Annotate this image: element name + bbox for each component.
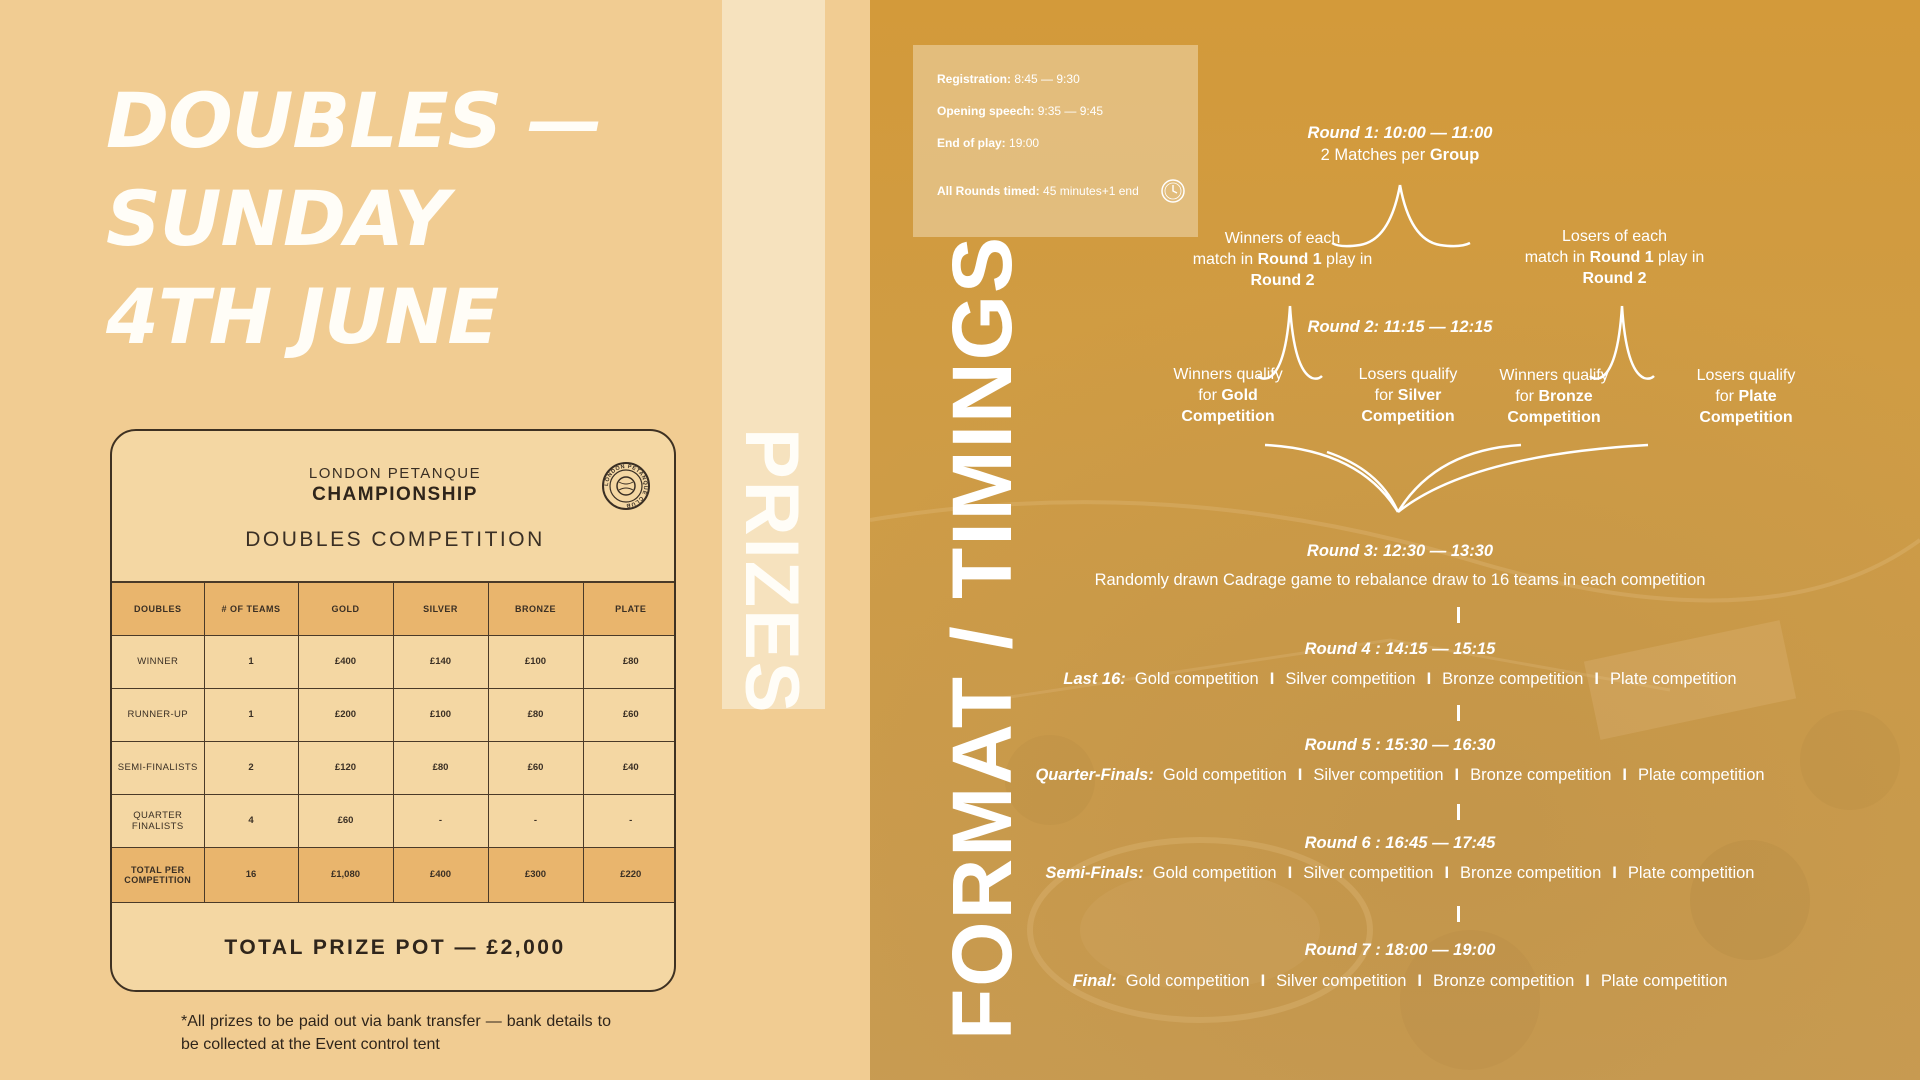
total-prize-pot: TOTAL PRIZE POT — £2,000 xyxy=(224,936,566,959)
table-cell: £60 xyxy=(488,741,583,794)
table-cell: £300 xyxy=(488,847,583,902)
table-header-row xyxy=(112,582,676,635)
flow-divider xyxy=(1457,906,1460,922)
table-total-row xyxy=(112,847,676,902)
header-silver: SILVER xyxy=(393,582,488,635)
title-line-2: SUNDAY xyxy=(106,174,449,263)
table-cell: 1 xyxy=(204,688,298,741)
title-line-3: 4TH JUNE xyxy=(106,272,499,361)
table-cell: £80 xyxy=(393,741,488,794)
round5-competitions: Quarter-Finals: Gold competition I Silver competition I Bronze competition I Plate competition xyxy=(1035,766,1765,784)
table-cell: - xyxy=(583,794,676,847)
header-doubles: DOUBLES xyxy=(112,582,204,635)
table-cell: 1 xyxy=(204,635,298,688)
round4-title: Round 4 : 14:15 — 15:15 xyxy=(1304,640,1496,658)
round2-title: Round 2: 11:15 — 12:15 xyxy=(1307,318,1493,336)
round5-title: Round 5 : 15:30 — 16:30 xyxy=(1304,736,1496,754)
flow-divider xyxy=(1457,705,1460,721)
table-row xyxy=(112,794,676,847)
org-name-main: CHAMPIONSHIP xyxy=(312,484,478,505)
round3-description: Randomly drawn Cadrage game to rebalance draw to 16 teams in each competition xyxy=(1094,571,1706,589)
round3-title: Round 3: 12:30 — 13:30 xyxy=(1306,542,1494,560)
table-cell: 16 xyxy=(204,847,298,902)
merge-connector xyxy=(1265,445,1648,512)
table-cell: £80 xyxy=(488,688,583,741)
round1-title: Round 1: 10:00 — 11:00 xyxy=(1307,124,1493,142)
header-bronze: BRONZE xyxy=(488,582,583,635)
round4-competitions: Last 16: Gold competition I Silver competition I Bronze competition I Plate competition xyxy=(1063,670,1737,688)
prize-footnote: *All prizes to be paid out via bank transfer — bank details to be collected at the Event control tent xyxy=(181,1013,611,1053)
table-cell: £40 xyxy=(583,741,676,794)
row-label: WINNER xyxy=(112,635,204,688)
qualify-silver: Losers qualify for Silver Competition xyxy=(1358,366,1458,425)
prizes-label xyxy=(722,428,825,715)
prize-card xyxy=(110,429,676,992)
qualify-bronze: Winners qualify for Bronze Competition xyxy=(1499,367,1609,426)
round7-title: Round 7 : 18:00 — 19:00 xyxy=(1304,941,1496,959)
round1-losers-note: Losers of each match in Round 1 play in Round 2 xyxy=(1524,228,1705,287)
table-cell: £100 xyxy=(488,635,583,688)
format-timings-label: FORMAT / TIMINGS xyxy=(935,234,1029,1040)
rounds-timing-line: All Rounds timed: 45 minutes+1 end xyxy=(937,184,1139,198)
qualify-gold: Winners qualify for Gold Competition xyxy=(1173,366,1283,425)
card-header xyxy=(112,431,674,581)
competition-title: DOUBLES COMPETITION xyxy=(245,528,545,551)
table-cell: £120 xyxy=(298,741,393,794)
prizes-panel xyxy=(0,0,870,1080)
table-cell: £140 xyxy=(393,635,488,688)
table-cell: £100 xyxy=(393,688,488,741)
table-cell: £400 xyxy=(298,635,393,688)
table-cell: - xyxy=(488,794,583,847)
row-label: SEMI-FINALISTS xyxy=(112,741,204,794)
table-cell: £400 xyxy=(393,847,488,902)
prizes-label-text: PRIZES xyxy=(729,428,814,715)
round1-winners-note: Winners of each match in Round 1 play in Round 2 xyxy=(1192,230,1373,289)
club-logo-icon xyxy=(601,461,651,511)
end-of-play-line: End of play: 19:00 xyxy=(937,136,1040,150)
table-cell: £80 xyxy=(583,635,676,688)
header-teams: # OF TEAMS xyxy=(204,582,298,635)
round7-competitions: Final: Gold competition I Silver competition I Bronze competition I Plate competition xyxy=(1072,972,1728,990)
round6-competitions: Semi-Finals: Gold competition I Silver competition I Bronze competition I Plate competition xyxy=(1045,864,1755,882)
prize-table xyxy=(112,581,676,903)
table-row xyxy=(112,635,676,688)
table-cell: 2 xyxy=(204,741,298,794)
round6-title: Round 6 : 16:45 — 17:45 xyxy=(1304,834,1496,852)
header-plate: PLATE xyxy=(583,582,676,635)
table-cell: 4 xyxy=(204,794,298,847)
table-cell: £60 xyxy=(298,794,393,847)
title-line-1: DOUBLES — xyxy=(106,76,602,165)
logo-text: LONDON PETANQUE CLUB xyxy=(603,463,649,509)
qualify-plate: Losers qualify for Plate Competition xyxy=(1696,367,1796,426)
flow-divider xyxy=(1457,607,1460,623)
format-panel xyxy=(870,0,1920,1080)
page-title xyxy=(106,72,602,366)
round1-subtitle: 2 Matches per Group xyxy=(1320,146,1480,164)
opening-speech-line: Opening speech: 9:35 — 9:45 xyxy=(937,104,1104,118)
row-label: RUNNER-UP xyxy=(112,688,204,741)
table-cell: £220 xyxy=(583,847,676,902)
table-row xyxy=(112,688,676,741)
row-label: QUARTER FINALISTS xyxy=(112,794,204,847)
header-gold: GOLD xyxy=(298,582,393,635)
table-row xyxy=(112,741,676,794)
table-cell: £60 xyxy=(583,688,676,741)
registration-line: Registration: 8:45 — 9:30 xyxy=(937,72,1080,86)
flow-divider xyxy=(1457,804,1460,820)
org-name-top: LONDON PETANQUE xyxy=(308,465,482,482)
table-cell: - xyxy=(393,794,488,847)
row-label: TOTAL PER COMPETITION xyxy=(112,847,204,902)
table-cell: £1,080 xyxy=(298,847,393,902)
table-cell: £200 xyxy=(298,688,393,741)
